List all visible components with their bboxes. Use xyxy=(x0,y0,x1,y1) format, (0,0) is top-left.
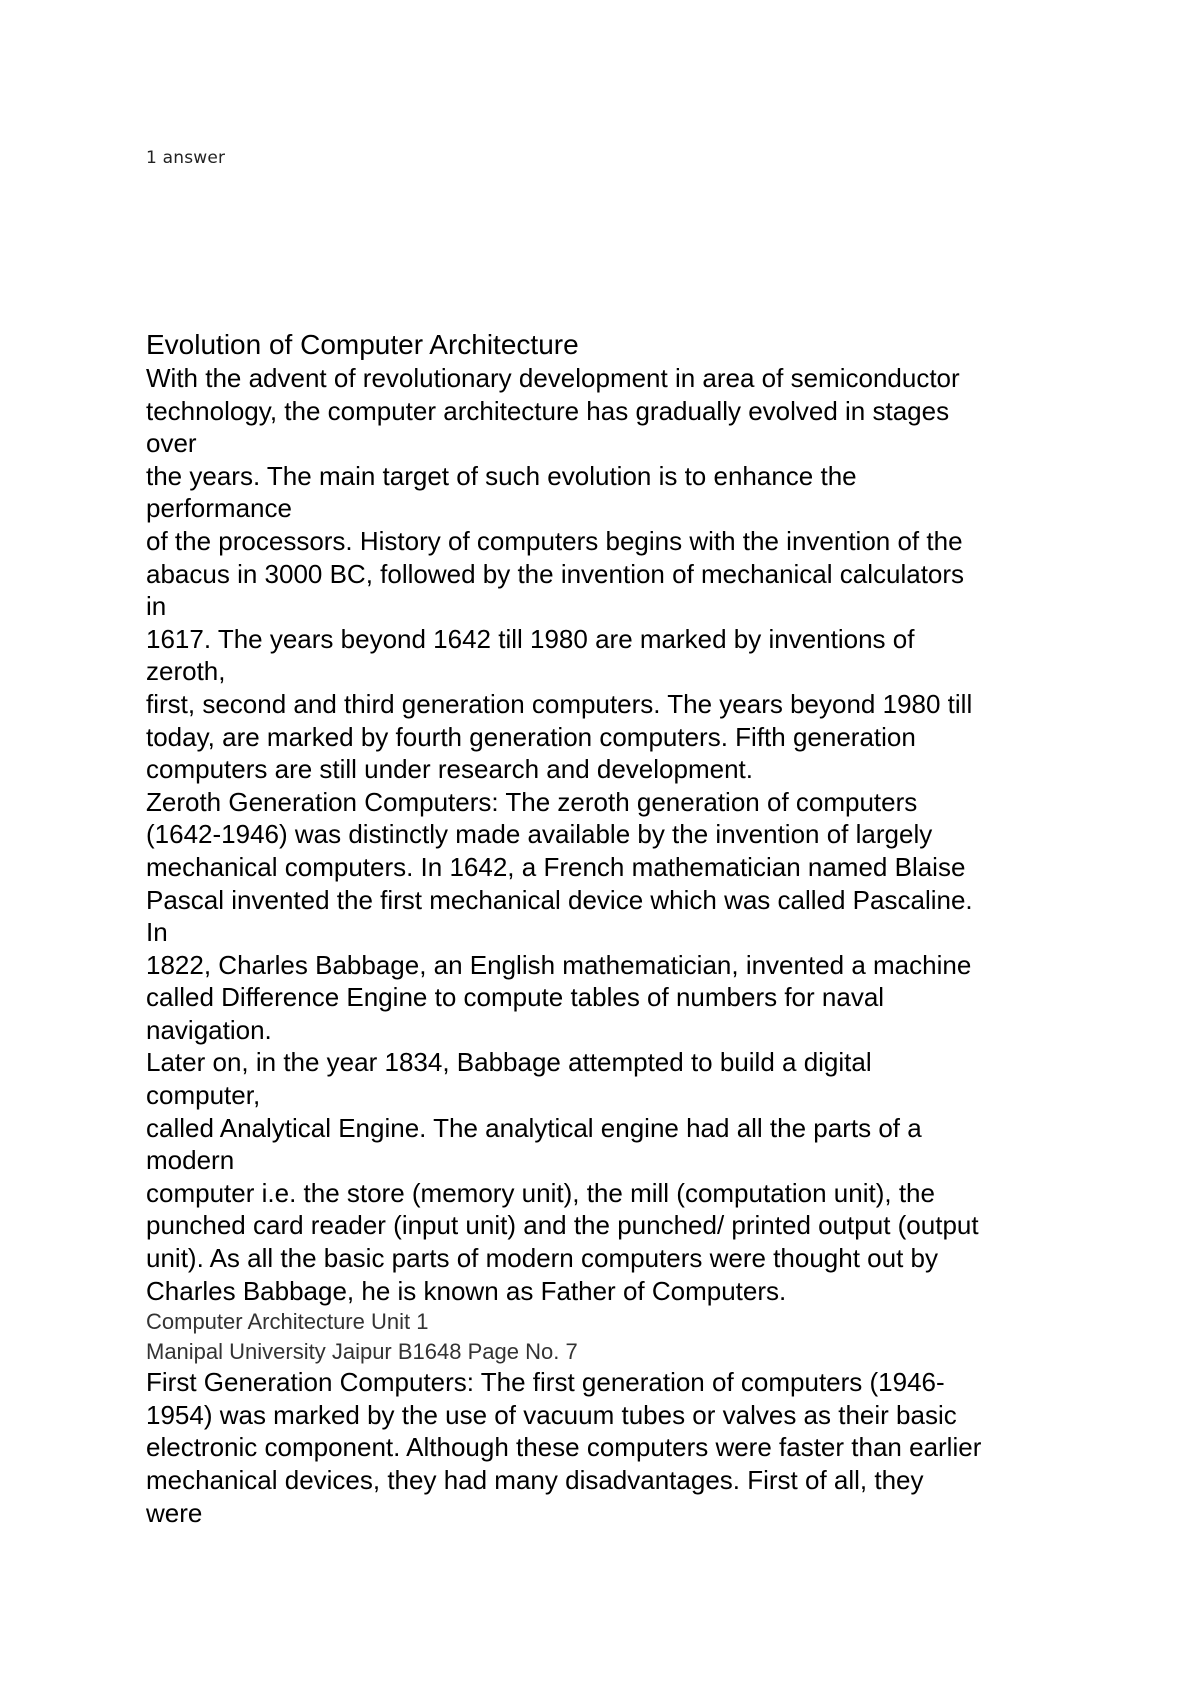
body-line: navigation. xyxy=(146,1014,272,1045)
body-line: electronic component. Although these computers were faster than earlier xyxy=(146,1432,982,1463)
body-line: computer, xyxy=(146,1080,261,1111)
answer-count-label: 1 answer xyxy=(146,148,226,168)
body-line: in xyxy=(146,591,167,622)
body-line: over xyxy=(146,428,197,459)
body-line: punched card reader (input unit) and the punched/ printed output (output xyxy=(146,1210,979,1241)
body-line: unit). As all the basic parts of modern computers were thought out by xyxy=(146,1243,938,1274)
body-line: zeroth, xyxy=(146,656,226,687)
body-line: In xyxy=(146,917,168,948)
body-line: First Generation Computers: The first generation of computers (1946- xyxy=(146,1367,945,1398)
body-line: performance xyxy=(146,493,292,524)
body-line: modern xyxy=(146,1145,235,1176)
body-line: were xyxy=(146,1497,203,1528)
body-line: Zeroth Generation Computers: The zeroth generation of computers xyxy=(146,786,918,817)
body-line: today, are marked by fourth generation computers. Fifth generation xyxy=(146,721,916,752)
body-line: of the processors. History of computers begins with the invention of the xyxy=(146,525,963,556)
body-line: called Analytical Engine. The analytical engine had all the parts of a xyxy=(146,1112,922,1143)
continuation-text xyxy=(146,1366,1076,1529)
body-line: first, second and third generation computers. The years beyond 1980 till xyxy=(146,688,973,719)
body-line: abacus in 3000 BC, followed by the invention of mechanical calculators xyxy=(146,558,965,589)
body-line: computers are still under research and development. xyxy=(146,754,753,785)
body-line: computer i.e. the store (memory unit), the mill (computation unit), the xyxy=(146,1177,935,1208)
body-line: the years. The main target of such evolution is to enhance the xyxy=(146,460,857,491)
body-text xyxy=(146,362,1076,1307)
body-line: mechanical devices, they had many disadvantages. First of all, they xyxy=(146,1465,924,1495)
body-line: With the advent of revolutionary development in area of semiconductor xyxy=(146,363,960,393)
body-line: Later on, in the year 1834, Babbage attempted to build a digital xyxy=(146,1047,872,1078)
body-line: mechanical computers. In 1642, a French mathematician named Blaise xyxy=(146,851,966,882)
page-footer xyxy=(146,1307,1076,1366)
course-unit-label: Computer Architecture Unit 1 xyxy=(146,1309,429,1335)
body-line: 1954) was marked by the use of vacuum tubes or valves as their basic xyxy=(146,1399,957,1430)
document-title: Evolution of Computer Architecture xyxy=(146,329,579,360)
body-line: Charles Babbage, he is known as Father of Computers. xyxy=(146,1275,787,1306)
body-line: 1822, Charles Babbage, an English mathematician, invented a machine xyxy=(146,949,972,980)
body-line: Pascal invented the first mechanical device which was called Pascaline. xyxy=(146,884,973,915)
body-line: 1617. The years beyond 1642 till 1980 are marked by inventions of xyxy=(146,623,915,654)
document-content xyxy=(146,328,1076,1529)
body-line: called Difference Engine to compute tables of numbers for naval xyxy=(146,982,885,1013)
university-page-label: Manipal University Jaipur B1648 Page No. 7 xyxy=(146,1338,578,1364)
body-line: technology, the computer architecture has gradually evolved in stages xyxy=(146,395,950,426)
body-line: (1642-1946) was distinctly made available by the invention of largely xyxy=(146,819,933,850)
